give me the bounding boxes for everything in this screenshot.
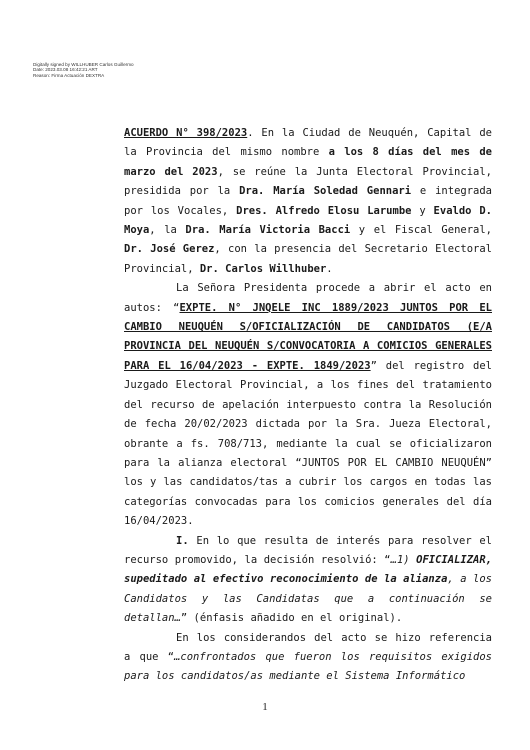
text: e integrada por los Vocales,	[124, 185, 492, 217]
expediente-title: EXPTE. N° JNQELE INC 1889/2023 JUNTOS POR EL CAMBIO NEUQUÉN S/OFICIALIZACIÓN DE CANDIDATOS (E/A PROVINCIA DEL NEUQUÉN S/CONVOCATORIA A COMICIOS GENERALES PARA EL 16/04/2023 - EXPTE. 1849/2023	[124, 301, 492, 372]
text: .	[326, 262, 333, 275]
text: , con la presencia del Secretario Electoral Provincial,	[124, 243, 492, 275]
text: y	[411, 204, 434, 217]
presidenta: Dra. María Soledad Gennari	[239, 185, 412, 198]
paragraph-acuerdo	[124, 124, 492, 279]
fecha: a los 8 días del mes de marzo del 2023	[124, 146, 492, 178]
text: . En la Ciudad de Neuquén, Capital de la Provincia del mismo nombre	[124, 127, 492, 159]
paragraph-considerandos	[124, 629, 492, 687]
page-number: 1	[262, 701, 268, 713]
text: y el Fiscal General,	[350, 224, 493, 237]
signature-date: Date: 2023.03.08 16:42:21 ART	[33, 67, 98, 73]
text: ” (énfasis añadido en el original).	[180, 612, 403, 625]
secretario: Dr. Carlos Willhuber	[199, 262, 327, 275]
text: , se reúne la Junta Electoral Provincial, presidida por la	[124, 165, 492, 198]
document-body	[124, 124, 492, 687]
quote: …1)	[390, 553, 417, 566]
signature-line: Digitally signed by WILLHUBER Carlos Guillermo	[33, 62, 134, 67]
signature-reason: Reason: Firma Actuación DEXTRA	[33, 72, 105, 78]
quote-emphasis: OFICIALIZAR, supeditado al efectivo reconocimiento de la alianza	[124, 553, 492, 586]
text: ” del registro del Juzgado Electoral Provincial, a los fines del tratamiento del recurso de apelación interpuesto contra la Resolución de fecha 20/02/2023 dictada por la Sra. Jueza Electoral, obrante a fs. 708/713, mediante la cual se oficializaron para la alianza electoral “JUNTOS POR EL CAMBIO NEUQUÉN” los y las candidatos/tas a cubrir los cargos en todas las categorías convocadas para los comicios generales del día 16/04/2023.	[124, 359, 492, 528]
text: , la	[149, 224, 186, 237]
paragraph-I	[124, 532, 492, 629]
digital-signature-stamp	[33, 62, 134, 78]
quote: , a los Candidatos y las Candidatas que a continuación se detallan…	[124, 573, 492, 625]
text: La Señora Presidenta procede a abrir el acto en autos: “	[124, 282, 492, 314]
vocal: Evaldo D. Moya	[124, 204, 492, 237]
paragraph-autos	[124, 279, 492, 531]
vocal: Dra. María Victoria Bacci	[185, 224, 351, 237]
acuerdo-number: ACUERDO N° 398/2023	[124, 127, 248, 139]
section-number: I.	[176, 534, 189, 547]
vocal: Dres. Alfredo Elosu Larumbe	[236, 204, 412, 217]
text: En los considerandos del acto se hizo referencia a que “	[124, 631, 492, 663]
fiscal: Dr. José Gerez	[124, 243, 215, 256]
quote: …confrontados que fueron los requisitos exigidos para los candidatos/as mediante el Sistema Informático	[124, 650, 492, 683]
text: En lo que resulta de interés para resolver el recurso promovido, la decisión resolvió: “	[124, 534, 492, 566]
